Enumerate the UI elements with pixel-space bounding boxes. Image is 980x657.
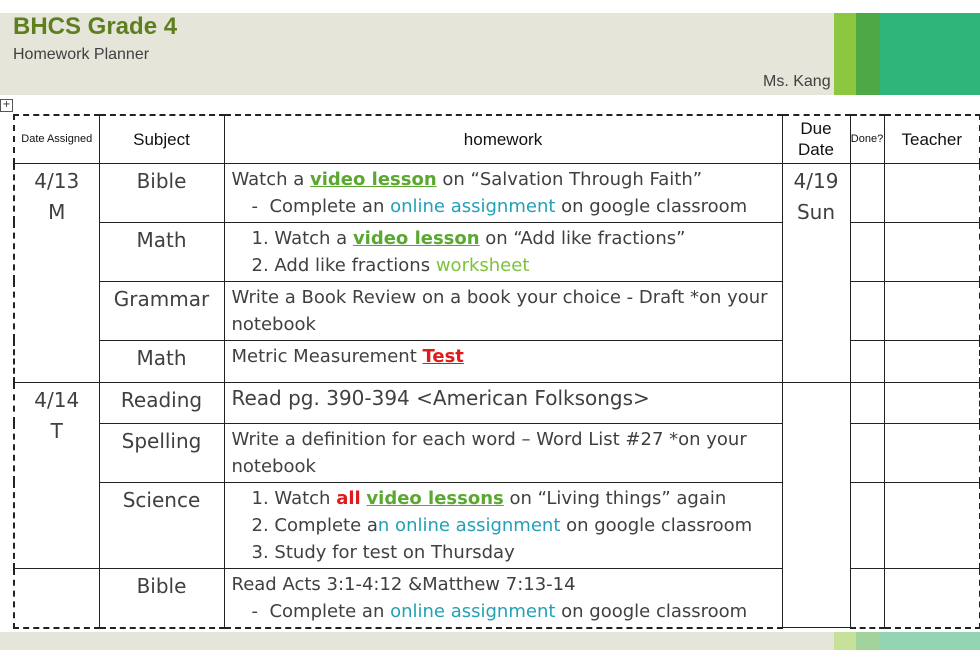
homework-line [232,166,775,193]
date-day: M [48,199,66,224]
bullet: - [251,195,258,217]
subject-cell: Grammar [99,281,224,340]
number: 3. [251,541,269,563]
teacher-cell[interactable] [884,163,980,222]
homework-cell [224,482,782,568]
header-date: Date Assigned [14,115,99,163]
date-cell [14,382,99,568]
teacher-cell[interactable] [884,382,980,423]
done-cell[interactable] [850,281,884,340]
header-due: Due Date [782,115,850,163]
subject-cell: Reading [99,382,224,423]
footer-bar-teal [880,632,980,650]
school-title: BHCS Grade 4 [13,13,178,40]
number: 2. [251,514,269,536]
header-subject: Subject [99,115,224,163]
date-cell [14,568,99,628]
homework-line [232,539,775,566]
due-cell [782,382,850,628]
text: Complete an [269,195,391,217]
accent-bar-green [856,13,880,95]
homework-cell: Write a definition for each word – Word List #27 *on your notebook [224,423,782,482]
footer-band [0,632,834,650]
text: Watch a [274,227,353,249]
subject-cell: Science [99,482,224,568]
text: Study for test on Thursday [274,541,515,563]
teacher-cell[interactable] [884,568,980,628]
footer-bar-green [856,632,880,650]
planner-subtitle: Homework Planner [13,46,150,63]
header-row [14,115,980,163]
footer-bar-lime [834,632,856,650]
table-row [14,163,980,222]
homework-cell [224,163,782,222]
done-cell[interactable] [850,423,884,482]
video-lesson-link[interactable]: video lesson [352,227,480,249]
homework-cell: Write a Book Review on a book your choice - Draft *on your notebook [224,281,782,340]
homework-cell [224,340,782,382]
test-label: Test [422,345,464,367]
online-assignment-link[interactable]: n online assignment [377,514,561,536]
header-homework: homework [224,115,782,163]
homework-line [232,252,775,279]
date-cell [14,163,99,382]
header-done: Done? [850,115,884,163]
done-cell[interactable] [850,568,884,628]
homework-cell: Read pg. 390-394 <American Folksongs> [224,382,782,423]
done-cell[interactable] [850,163,884,222]
date-value: 4/14 [34,387,80,412]
text: on google classroom [555,195,748,217]
accent-bar-teal [880,13,980,95]
video-lessons-link[interactable]: video lessons [366,487,504,509]
due-value: 4/19 [793,168,839,193]
worksheet-link[interactable]: worksheet [435,254,530,276]
text: Watch [274,487,337,509]
table-move-handle[interactable]: + [0,99,13,112]
homework-cell [224,222,782,281]
text: on google classroom [560,514,753,536]
online-assignment-link[interactable]: online assignment [390,600,556,622]
text: on “Add like fractions” [479,227,686,249]
text: on google classroom [555,600,748,622]
header-teacher: Teacher [884,115,980,163]
homework-cell [224,568,782,628]
homework-line: Read Acts 3:1-4:12 &Matthew 7:13-14 [231,573,576,595]
homework-table [13,114,980,629]
online-assignment-link[interactable]: online assignment [390,195,556,217]
teacher-cell[interactable] [884,340,980,382]
subject-cell: Math [99,340,224,382]
number: 1. [251,227,269,249]
video-lesson-link[interactable]: video lesson [310,168,437,190]
teacher-cell[interactable] [884,281,980,340]
due-day: Sun [796,199,836,224]
subject-cell: Bible [99,568,224,628]
done-cell[interactable] [850,222,884,281]
teacher-cell[interactable] [884,423,980,482]
subject-cell: Math [99,222,224,281]
done-cell[interactable] [850,482,884,568]
subject-cell: Spelling [99,423,224,482]
bullet: - [251,600,258,622]
number: 1. [251,487,269,509]
text: Complete an [269,600,391,622]
due-cell [782,163,850,382]
teacher-cell[interactable] [884,482,980,568]
subject-cell: Bible [99,163,224,222]
done-cell[interactable] [850,340,884,382]
teacher-cell[interactable] [884,222,980,281]
text: Add like fractions [274,254,436,276]
text: Metric Measurement [231,345,423,367]
text: Watch a [231,168,311,190]
text: on “Salvation Through Faith” [436,168,703,190]
text: on “Living things” again [503,487,727,509]
homework-line [232,598,775,625]
homework-line [232,485,775,512]
text: Complete a [274,514,378,536]
homework-line [232,225,775,252]
date-day: T [50,418,63,443]
homework-line [232,193,775,220]
date-value: 4/13 [34,168,80,193]
done-cell[interactable] [850,382,884,423]
teacher-name: Ms. Kang [763,73,831,90]
accent-bar-lime [834,13,856,95]
all-emphasis: all [336,487,361,509]
table-row [14,382,980,423]
number: 2. [251,254,269,276]
homework-line [232,512,775,539]
